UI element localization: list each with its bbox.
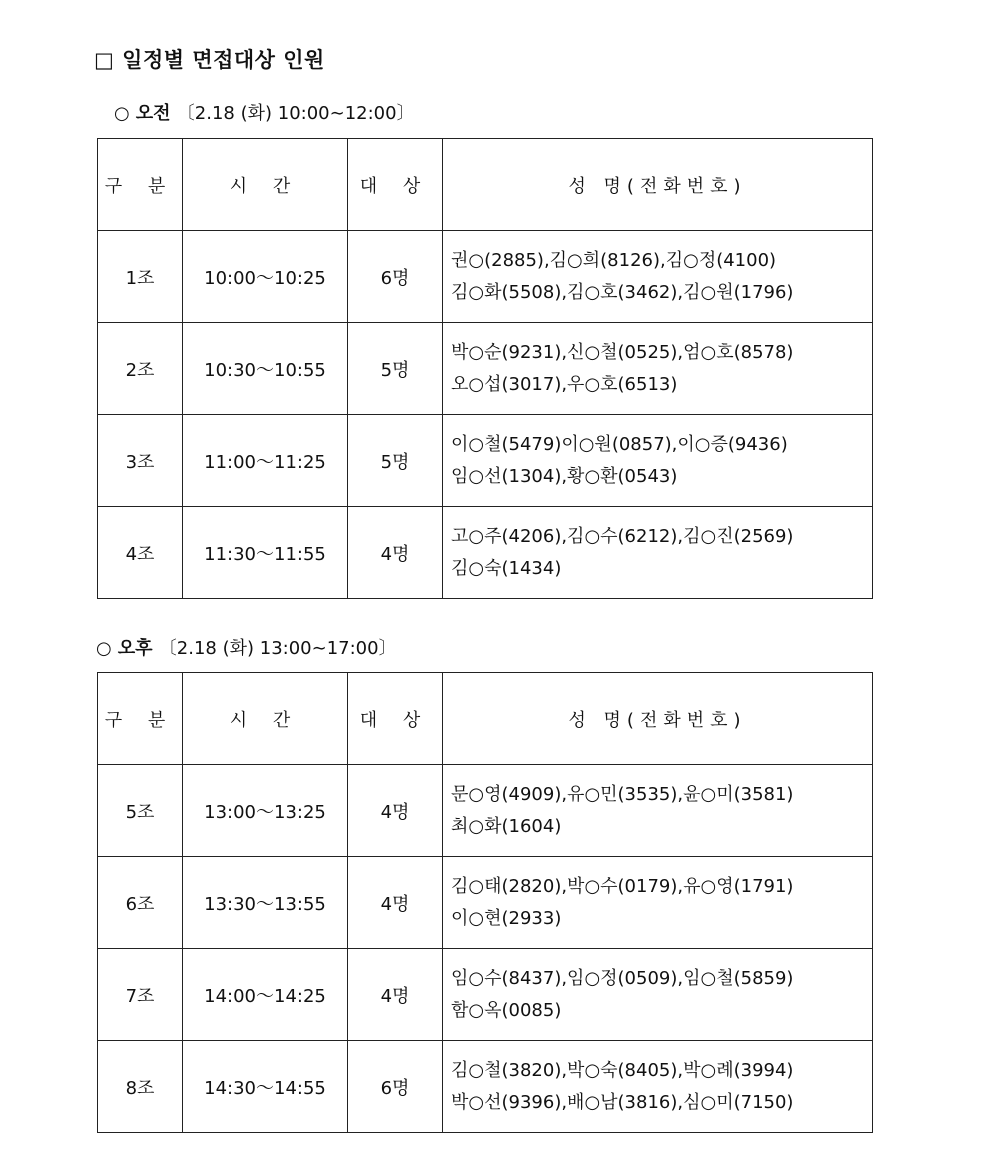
names-line: 임○수(8437),임○정(0509),임○철(5859) [451, 967, 794, 989]
afternoon-label: 오후 [117, 638, 153, 659]
table-row [98, 765, 873, 857]
time-cell: 10:30～10:55 [183, 323, 348, 415]
time-cell: 10:00～10:25 [183, 231, 348, 323]
header-time: 시 간 [183, 139, 348, 231]
names-line: 김○태(2820),박○수(0179),유○영(1791) [451, 875, 794, 897]
time-cell: 11:30～11:55 [183, 507, 348, 599]
count-cell: 4명 [348, 857, 443, 949]
afternoon-schedule: 〔2.18 (화) 13:00∼17:00〕 [158, 638, 397, 659]
time-cell: 14:00～14:25 [183, 949, 348, 1041]
group-cell: 1조 [98, 231, 183, 323]
count-cell: 5명 [348, 415, 443, 507]
count-cell: 4명 [348, 507, 443, 599]
morning-schedule: 〔2.18 (화) 10:00∼12:00〕 [176, 103, 415, 124]
count-cell: 4명 [348, 949, 443, 1041]
count-cell: 5명 [348, 323, 443, 415]
names-line: 문○영(4909),유○민(3535),윤○미(3581) [451, 783, 794, 805]
names-line: 이○철(5479)이○원(0857),이○증(9436) [451, 433, 788, 455]
afternoon-schedule-table [97, 672, 873, 1133]
names-line: 최○화(1604) [451, 815, 562, 837]
header-names: 성 명(전화번호) [443, 673, 873, 765]
group-cell: 4조 [98, 507, 183, 599]
table-header-row [98, 139, 873, 231]
group-cell: 3조 [98, 415, 183, 507]
group-cell: 8조 [98, 1041, 183, 1133]
header-time: 시 간 [183, 673, 348, 765]
time-cell: 13:00～13:25 [183, 765, 348, 857]
names-cell [443, 857, 873, 949]
count-cell: 6명 [348, 1041, 443, 1133]
names-line: 권○(2885),김○희(8126),김○정(4100) [451, 249, 777, 271]
names-cell [443, 949, 873, 1041]
circle-icon: ○ [114, 103, 130, 124]
afternoon-section-heading [96, 634, 397, 660]
names-line: 오○섭(3017),우○호(6513) [451, 373, 678, 395]
table-row [98, 415, 873, 507]
header-names: 성 명(전화번호) [443, 139, 873, 231]
names-line: 이○현(2933) [451, 907, 562, 929]
group-cell: 5조 [98, 765, 183, 857]
names-cell [443, 507, 873, 599]
table-row [98, 857, 873, 949]
group-cell: 2조 [98, 323, 183, 415]
header-count: 대 상 [348, 139, 443, 231]
table-header-row [98, 673, 873, 765]
group-cell: 6조 [98, 857, 183, 949]
time-cell: 11:00～11:25 [183, 415, 348, 507]
names-line: 김○숙(1434) [451, 557, 562, 579]
header-group: 구 분 [98, 139, 183, 231]
names-line: 박○순(9231),신○철(0525),엄○호(8578) [451, 341, 794, 363]
time-cell: 14:30～14:55 [183, 1041, 348, 1133]
names-line: 고○주(4206),김○수(6212),김○진(2569) [451, 525, 794, 547]
names-cell [443, 323, 873, 415]
morning-label: 오전 [135, 103, 171, 124]
names-line: 김○철(3820),박○숙(8405),박○례(3994) [451, 1059, 794, 1081]
morning-section-heading [114, 99, 415, 125]
names-line: 김○화(5508),김○호(3462),김○원(1796) [451, 281, 794, 303]
header-count: 대 상 [348, 673, 443, 765]
names-line: 함○옥(0085) [451, 999, 562, 1021]
page-title: □ 일정별 면접대상 인원 [94, 48, 325, 72]
names-cell [443, 765, 873, 857]
names-cell [443, 231, 873, 323]
names-line: 임○선(1304),황○환(0543) [451, 465, 678, 487]
circle-icon: ○ [96, 638, 112, 659]
count-cell: 6명 [348, 231, 443, 323]
table-row [98, 1041, 873, 1133]
table-row [98, 507, 873, 599]
group-cell: 7조 [98, 949, 183, 1041]
table-row [98, 323, 873, 415]
table-row [98, 949, 873, 1041]
table-row [98, 231, 873, 323]
names-cell [443, 1041, 873, 1133]
names-line: 박○선(9396),배○남(3816),심○미(7150) [451, 1091, 794, 1113]
time-cell: 13:30～13:55 [183, 857, 348, 949]
morning-schedule-table [97, 138, 873, 599]
header-group: 구 분 [98, 673, 183, 765]
names-cell [443, 415, 873, 507]
count-cell: 4명 [348, 765, 443, 857]
